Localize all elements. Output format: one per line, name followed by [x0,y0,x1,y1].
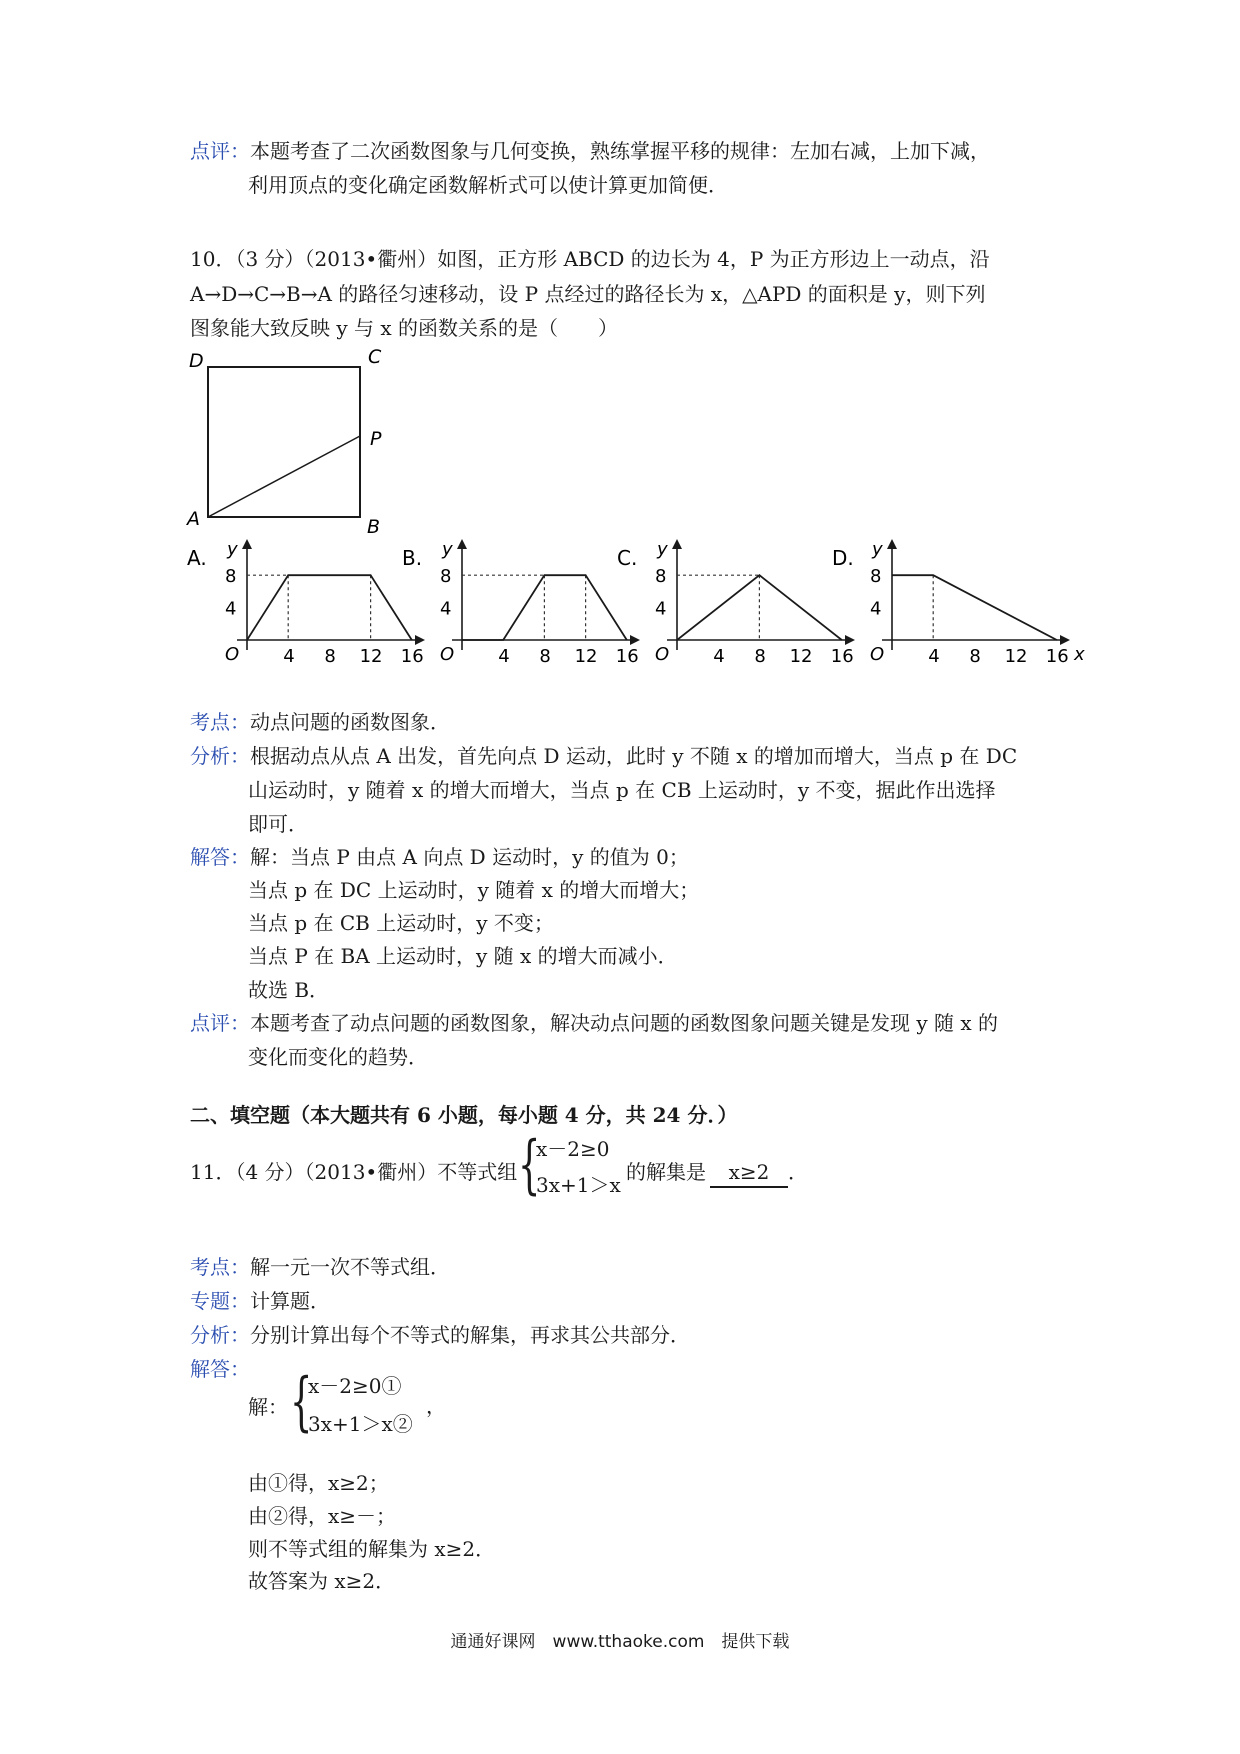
q10-dianping-2: 变化而变化的趋势． [248,1045,428,1069]
square-svg [185,345,405,535]
option-c-xtick-12: 12 [789,646,813,667]
option-b-ytick-4: 4 [440,598,452,620]
label-b: B [367,516,381,535]
option-b-y-label: y [442,539,453,560]
option-b-y-arrow [457,539,467,549]
q10-line-2: A→D→C→B→A 的路径匀速移动，设 P 点经过的路径长为 x，△APD 的面积是 y，则下列 [190,282,986,306]
q11-inequality-system [518,1128,628,1205]
option-d-xtick-16: 16 [1045,646,1069,667]
q10-fenxi-1: 分析：根据动点从点 A 出发，首先向点 D 运动，此时 y 不随 x 的增加而增大，当点 p 在 DC [190,744,1018,768]
q11-zhuanti: 专题：计算题． [190,1289,330,1313]
review-line-1: 点评：本题考查了二次函数图象与几何变换，熟练掌握平移的规律：左加右减，上加下减， [190,139,990,163]
label-p: P [370,428,382,450]
dianping-tag: 点评： [190,1011,250,1035]
q10-line-3: 图象能大致反映 y 与 x 的函数关系的是（ ） [190,316,619,340]
q11-step-4: 故答案为 x≥2． [248,1569,396,1593]
q11-ineq-1: x－2≥0 [536,1137,610,1161]
option-a-ytick-4: 4 [225,598,237,620]
option-d-y-arrow [887,539,897,549]
option-b-xtick-12: 12 [574,646,598,667]
segment-ap [208,436,360,517]
q11-jie: 解： [248,1395,288,1419]
q11-sys-end: ， [426,1394,446,1418]
q11-kaodian: 考点：解一元一次不等式组． [190,1255,450,1279]
q11-sys-2: 3x+1＞x② [308,1412,413,1436]
fenxi-tag: 分析： [190,744,250,768]
option-a-y-arrow [242,539,252,549]
q10-jieda-3: 当点 p 在 CB 上运动时，y 不变； [248,911,554,935]
option-d-x-label: x [1074,644,1085,665]
option-a-xtick-16: 16 [400,646,424,667]
jieda-tag: 解答： [190,845,250,869]
q11-solution-brace: { [290,1365,313,1439]
option-d-x-arrow [1060,635,1070,645]
q11-jieda: 解答： [190,1357,250,1381]
option-b-label: B. [402,546,423,570]
review-line-2: 利用顶点的变化确定函数解析式可以使计算更加简便． [248,173,728,197]
q10-jieda-2: 当点 p 在 DC 上运动时，y 随着 x 的增大而增大； [248,878,700,902]
option-graphs-svg [185,535,1105,670]
option-c-ytick-8: 8 [655,566,667,588]
option-d-ytick-4: 4 [870,598,882,620]
option-a-y-label: y [227,539,238,560]
kaodian-tag: 考点： [190,710,250,734]
q11-sys-1: x－2≥0① [308,1374,402,1398]
q11-ineq-2: 3x+1＞x [536,1173,621,1197]
option-d-origin: O [870,644,885,665]
option-a-x-arrow [415,635,425,645]
option-a-graph-line [247,575,412,640]
section-2-title: 二、填空题（本大题共有 6 小题，每小题 4 分，共 24 分．） [190,1103,738,1127]
footer-source: 通通好课网 www.tthaoke.com 提供下载 [450,1632,790,1652]
option-b-ytick-8: 8 [440,566,452,588]
q11-suffix: 的解集是 x≥2 ． [626,1158,808,1188]
q11-step-2: 由②得，x≥－； [248,1504,397,1528]
option-d-xtick-8: 8 [969,646,981,667]
option-c-origin: O [655,644,670,665]
option-d-ytick-8: 8 [870,566,882,588]
q10-kaodian: 考点：动点问题的函数图象． [190,710,450,734]
q10-line-1: 10．（3 分）（2013•衢州）如图，正方形 ABCD 的边长为 4，P 为正方形边上一动点，沿 [190,247,990,271]
label-d: D [189,350,204,372]
option-c-ytick-4: 4 [655,598,667,620]
option-d-xtick-4: 4 [928,646,940,667]
option-c-xtick-8: 8 [754,646,766,667]
option-b-x-arrow [630,635,640,645]
q11-fenxi: 分析：分别计算出每个不等式的解集，再求其公共部分． [190,1323,690,1347]
option-d-y-label: y [872,539,883,560]
option-c-xtick-4: 4 [713,646,725,667]
q11-prefix: 11．（4 分）（2013•衢州）不等式组 [190,1160,518,1184]
option-graphs [185,535,1105,674]
q11-step-3: 则不等式组的解集为 x≥2． [248,1537,496,1561]
option-a-xtick-4: 4 [283,646,295,667]
q10-fenxi-3: 即可． [248,812,308,836]
option-c-x-arrow [845,635,855,645]
square-figure [185,345,405,539]
option-b-xtick-8: 8 [539,646,551,667]
label-a: A [187,508,200,530]
option-a-label: A. [187,546,207,570]
q10-dianping-1: 点评：本题考查了动点问题的函数图象，解决动点问题的函数图象问题关键是发现 y 随 x 的 [190,1011,999,1035]
q10-jieda-5: 故选 B． [248,978,330,1002]
q10-fenxi-2: 山运动时，y 随着 x 的增大而增大，当点 p 在 CB 上运动时，y 不变，据此作出选择 [248,778,996,802]
q10-jieda-1: 解答：解：当点 P 由点 A 向点 D 运动时，y 的值为 0； [190,845,689,869]
option-d-label: D. [832,546,854,570]
option-a-xtick-12: 12 [359,646,383,667]
option-c-y-label: y [657,539,668,560]
option-c-xtick-16: 16 [830,646,854,667]
option-c-label: C. [617,546,638,570]
q11-brace: { [518,1128,541,1202]
label-c: C [368,346,382,368]
square-abcd [208,367,360,517]
option-a-origin: O [225,644,240,665]
option-d-xtick-12: 12 [1004,646,1028,667]
q11-solution-system [290,1365,446,1448]
option-c-y-arrow [672,539,682,549]
option-b-xtick-16: 16 [615,646,639,667]
option-b-xtick-4: 4 [498,646,510,667]
q11-step-1: 由①得，x≥2； [248,1471,389,1495]
option-a-ytick-8: 8 [225,566,237,588]
option-d-graph-line [892,575,1057,640]
option-b-origin: O [440,644,455,665]
option-a-xtick-8: 8 [324,646,336,667]
review-tag: 点评： [190,139,250,163]
q11-answer: x≥2 [710,1158,788,1188]
q10-jieda-4: 当点 P 在 BA 上运动时，y 随 x 的增大而减小． [248,944,678,968]
